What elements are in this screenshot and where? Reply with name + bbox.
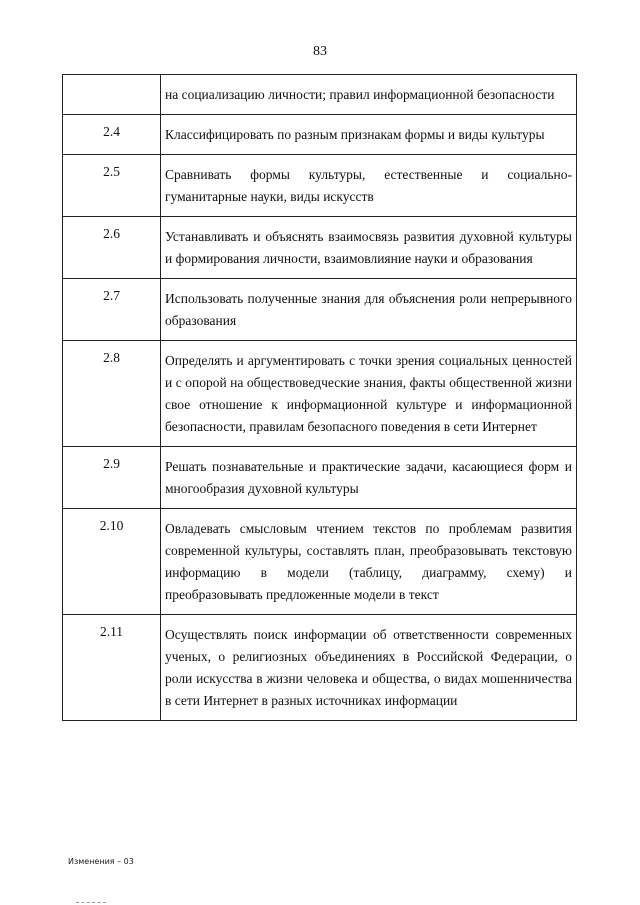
table-row (63, 75, 577, 115)
row-number: 2.4 (63, 115, 161, 155)
table-row (63, 447, 577, 509)
row-number: 2.7 (63, 279, 161, 341)
page-number: 83 (313, 44, 327, 59)
row-text: Овладевать смысловым чтением текстов по проблемам развития современной культуры, составлять план, преобразовывать текстовую информацию в модели (таблицу, диаграмму, схему) и преобразовывать предложенные модели в текст (161, 509, 577, 615)
row-text: Решать познавательные и практические задачи, касающиеся форм и многообразия духовной культуры (161, 447, 577, 509)
scan-artifact-line (76, 902, 106, 904)
row-text: Классифицировать по разным признакам формы и виды культуры (161, 115, 577, 155)
row-number: 2.5 (63, 155, 161, 217)
row-number: 2.9 (63, 447, 161, 509)
row-number: 2.10 (63, 509, 161, 615)
row-text: Определять и аргументировать с точки зрения социальных ценностей и с опорой на обществоведческие знания, факты общественной жизни свое отношение к информационной культуре и информационной безопасности, правилам безопасного поведения в сети Интернет (161, 341, 577, 447)
row-text: Использовать полученные знания для объяснения роли непрерывного образования (161, 279, 577, 341)
row-number: 2.6 (63, 217, 161, 279)
table-row (63, 279, 577, 341)
footer-revision: Изменения – 03 (68, 857, 134, 866)
row-text: Устанавливать и объяснять взаимосвязь развития духовной культуры и формирования личности, взаимовлияние науки и образования (161, 217, 577, 279)
row-number: 2.11 (63, 615, 161, 721)
table-row (63, 115, 577, 155)
table-row (63, 217, 577, 279)
row-number: 2.8 (63, 341, 161, 447)
row-text: на социализацию личности; правил информационной безопасности (161, 75, 577, 115)
row-text: Сравнивать формы культуры, естественные и социально-гуманитарные науки, виды искусств (161, 155, 577, 217)
table-row (63, 155, 577, 217)
table-row (63, 341, 577, 447)
row-text: Осуществлять поиск информации об ответственности современных ученых, о религиозных объединениях в Российской Федерации, о роли искусства в жизни человека и общества, о видах мошенничества в сети Интернет в разных источниках информации (161, 615, 577, 721)
competency-table (62, 74, 577, 721)
row-number (63, 75, 161, 115)
table-row (63, 509, 577, 615)
table-row (63, 615, 577, 721)
